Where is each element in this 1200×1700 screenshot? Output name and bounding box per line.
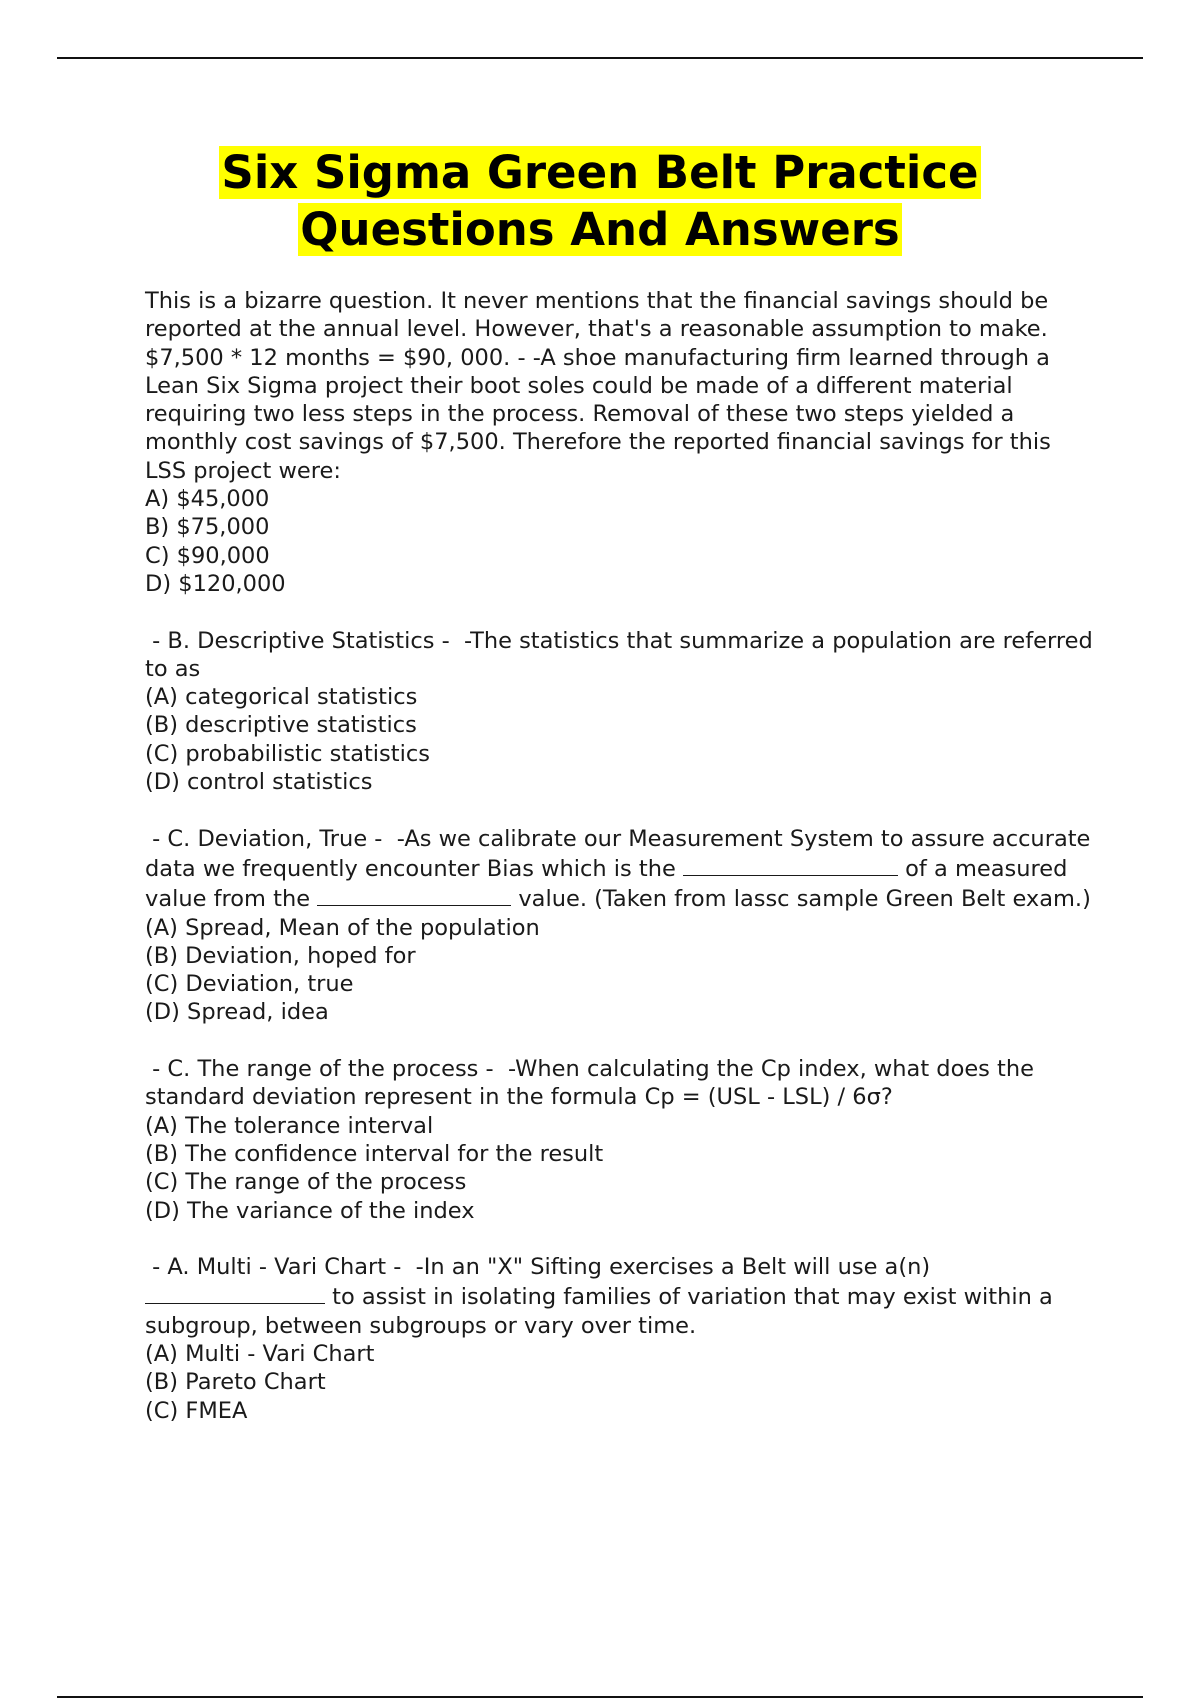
answer-option: (C) The range of the process — [145, 1169, 467, 1196]
answer-option: (A) Multi - Vari Chart — [145, 1340, 375, 1367]
title-line-2: Questions And Answers — [300, 203, 900, 256]
answer-option: (B) Pareto Chart — [145, 1369, 326, 1396]
question-text-part: of a measured value from the — [145, 855, 1075, 913]
question-block-4 — [145, 1055, 1095, 1225]
answer-option: (A) categorical statistics — [145, 684, 418, 711]
answer-blank — [683, 853, 898, 876]
answer-blank — [317, 883, 511, 906]
answer-option: (A) Spread, Mean of the population — [145, 914, 540, 941]
header-rule — [57, 57, 1143, 59]
answer-option: (B) descriptive statistics — [145, 712, 417, 739]
question-text-part: value. (Taken from lassc sample Green Belt exam.) — [511, 886, 1091, 913]
footer-rule — [57, 1696, 1143, 1698]
answer-option: B) $75,000 — [145, 514, 270, 541]
answer-option: (D) control statistics — [145, 769, 373, 796]
answer-option: (D) Spread, idea — [145, 999, 329, 1026]
answer-option: (B) The confidence interval for the result — [145, 1140, 604, 1167]
question-text — [145, 1253, 1095, 1340]
answer-option: (D) The variance of the index — [145, 1197, 475, 1224]
answer-option: A) $45,000 — [145, 486, 270, 513]
question-text-part: to assist in isolating families of variation that may exist within a subgroup, between subgroups or vary over time. — [145, 1284, 1060, 1339]
document-body — [145, 287, 1100, 1453]
question-text: This is a bizarre question. It never mentions that the financial savings should be reported at the annual level. However, that's a reasonable assumption to make. $7,500 * 12 months = $90, 000. - -A shoe manufacturing firm learned through a Lean Six Sigma project their boot soles could be made of a different material requiring two less steps in the process. Removal of these two steps yielded a monthly cost savings of $7,500. Therefore the reported financial savings for this LSS project were: — [145, 288, 1051, 484]
question-block-5 — [145, 1253, 1095, 1425]
question-block-3 — [145, 825, 1098, 1027]
answer-option: D) $120,000 — [145, 570, 286, 597]
answer-option: C) $90,000 — [145, 542, 270, 569]
question-text-part: - C. Deviation, True - -As we calibrate our Measurement System to assure accurate data we frequently encounter Bias which is the — [145, 825, 1098, 882]
question-text-part: - A. Multi - Vari Chart - -In an "X" Sifting exercises a Belt will use a(n) — [145, 1254, 938, 1281]
answer-option: (A) The tolerance interval — [145, 1112, 434, 1139]
question-text — [145, 825, 1098, 914]
title-line-1: Six Sigma Green Belt Practice — [221, 146, 979, 199]
question-text: - C. The range of the process - -When calculating the Cp index, what does the standard deviation represent in the formula Cp = (USL - LSL) / 6σ? — [145, 1056, 1042, 1111]
question-text: - B. Descriptive Statistics - -The statistics that summarize a population are referred to as — [145, 627, 1100, 682]
answer-option: (C) probabilistic statistics — [145, 740, 430, 767]
question-block-2 — [145, 627, 1100, 797]
answer-option: (B) Deviation, hoped for — [145, 942, 416, 969]
document-title — [0, 144, 1200, 258]
question-block-1 — [145, 287, 1095, 598]
answer-blank — [145, 1281, 325, 1304]
answer-option: (C) Deviation, true — [145, 971, 354, 998]
answer-option: (C) FMEA — [145, 1397, 248, 1424]
